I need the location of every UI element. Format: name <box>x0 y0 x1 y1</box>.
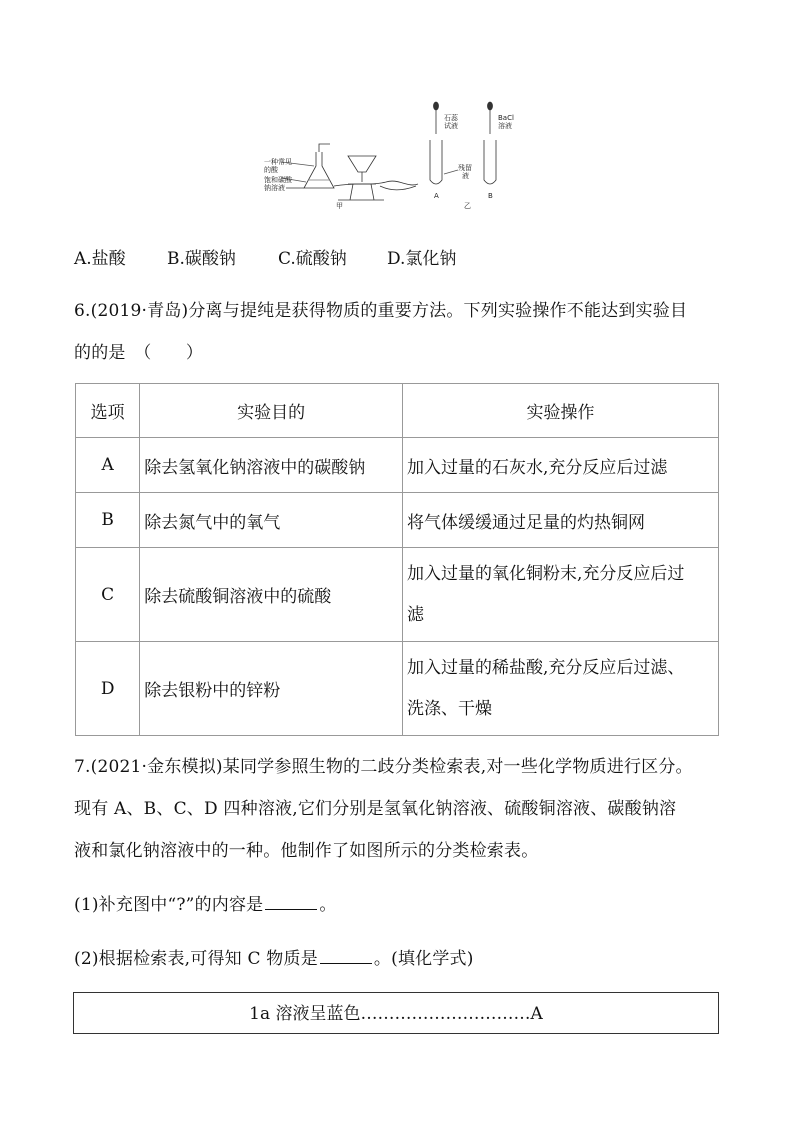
row-c-operation-line-1: 加入过量的氧化铜粉末,充分反应后过 <box>406 563 685 584</box>
row-b-operation: 将气体缓缓通过足量的灼热铜网 <box>402 493 718 548</box>
option-c[interactable]: C.硫酸钠 <box>278 249 347 269</box>
label-litmus-1: 石蕊 <box>444 114 458 122</box>
header-operation: 实验操作 <box>402 384 718 438</box>
row-c-operation-line-2: 滤 <box>406 604 424 625</box>
q6-line-1: 6.(2019·青岛)分离与提纯是获得物质的重要方法。下列实验操作不能达到实验目 <box>74 301 688 321</box>
label-bacl2-2: 溶液 <box>498 122 512 130</box>
q7-line-2: 现有 A、B、C、D 四种溶液,它们分别是氢氧化钠溶液、硫酸铜溶液、碳酸钠溶 <box>74 799 677 819</box>
classification-key-box <box>73 992 719 1034</box>
row-c-purpose: 除去硫酸铜溶液中的硫酸 <box>140 548 403 642</box>
q7-sub2 <box>74 938 724 980</box>
q6-table <box>75 383 719 736</box>
answer-blank-2[interactable] <box>320 943 372 964</box>
key-line-1a: 1a 溶液呈蓝色…………………………A <box>249 1004 543 1024</box>
row-c-option: C <box>76 548 140 642</box>
label-residue-2: 液 <box>462 172 469 180</box>
experiment-figure <box>258 96 528 214</box>
label-solution-1: 饱和碳酸 <box>264 176 292 184</box>
row-d-operation <box>402 642 718 736</box>
label-residue-1: 残留 <box>458 164 472 172</box>
label-acid-2: 的酸 <box>264 166 278 174</box>
q6-line-2: 的的是 （ ） <box>74 343 204 363</box>
q5-options <box>74 244 456 269</box>
row-d-operation-line-2: 洗涤、干燥 <box>406 698 492 719</box>
label-jia: 甲 <box>336 202 343 210</box>
table-row <box>76 438 719 493</box>
q7-sub1 <box>74 884 724 926</box>
header-option: 选项 <box>76 384 140 438</box>
q7-sub1-end: 。 <box>319 895 337 915</box>
table-row <box>76 642 719 736</box>
label-bacl2-1: BaCl <box>498 114 514 122</box>
q7-sub1-text: (1)补充图中“?”的内容是 <box>74 895 264 915</box>
option-d[interactable]: D.氯化钠 <box>387 249 457 269</box>
q7-line-1: 7.(2021·金东模拟)某同学参照生物的二歧分类检索表,对一些化学物质进行区分。 <box>74 757 693 777</box>
header-purpose: 实验目的 <box>140 384 403 438</box>
label-acid-1: 一种常见 <box>264 158 292 166</box>
row-b-purpose: 除去氮气中的氧气 <box>140 493 403 548</box>
q6-stem <box>74 290 724 374</box>
label-solution-2: 钠溶液 <box>264 184 285 192</box>
row-d-option: D <box>76 642 140 736</box>
row-b-option: B <box>76 493 140 548</box>
label-litmus-2: 试液 <box>444 122 458 130</box>
flask-apparatus <box>282 102 496 200</box>
row-d-purpose: 除去银粉中的锌粉 <box>140 642 403 736</box>
label-tube-a: A <box>434 192 439 200</box>
apparatus-diagram <box>258 96 528 214</box>
table-header-row <box>76 384 719 438</box>
q7-stem <box>74 746 734 872</box>
row-c-operation <box>402 548 718 642</box>
row-a-operation: 加入过量的石灰水,充分反应后过滤 <box>402 438 718 493</box>
q7-sub2-end: 。(填化学式) <box>373 949 474 969</box>
label-tube-b: B <box>488 192 493 200</box>
row-d-operation-line-1: 加入过量的稀盐酸,充分反应后过滤、 <box>406 657 685 678</box>
label-yi: 乙 <box>464 202 471 210</box>
table-row <box>76 548 719 642</box>
q7-sub2-text: (2)根据检索表,可得知 C 物质是 <box>74 949 318 969</box>
option-b[interactable]: B.碳酸钠 <box>167 249 236 269</box>
q7-line-3: 液和氯化钠溶液中的一种。他制作了如图所示的分类检索表。 <box>74 841 539 861</box>
option-a[interactable]: A.盐酸 <box>74 249 126 269</box>
row-a-purpose: 除去氢氧化钠溶液中的碳酸钠 <box>140 438 403 493</box>
table-row <box>76 493 719 548</box>
answer-blank-1[interactable] <box>265 889 317 910</box>
row-a-option: A <box>76 438 140 493</box>
